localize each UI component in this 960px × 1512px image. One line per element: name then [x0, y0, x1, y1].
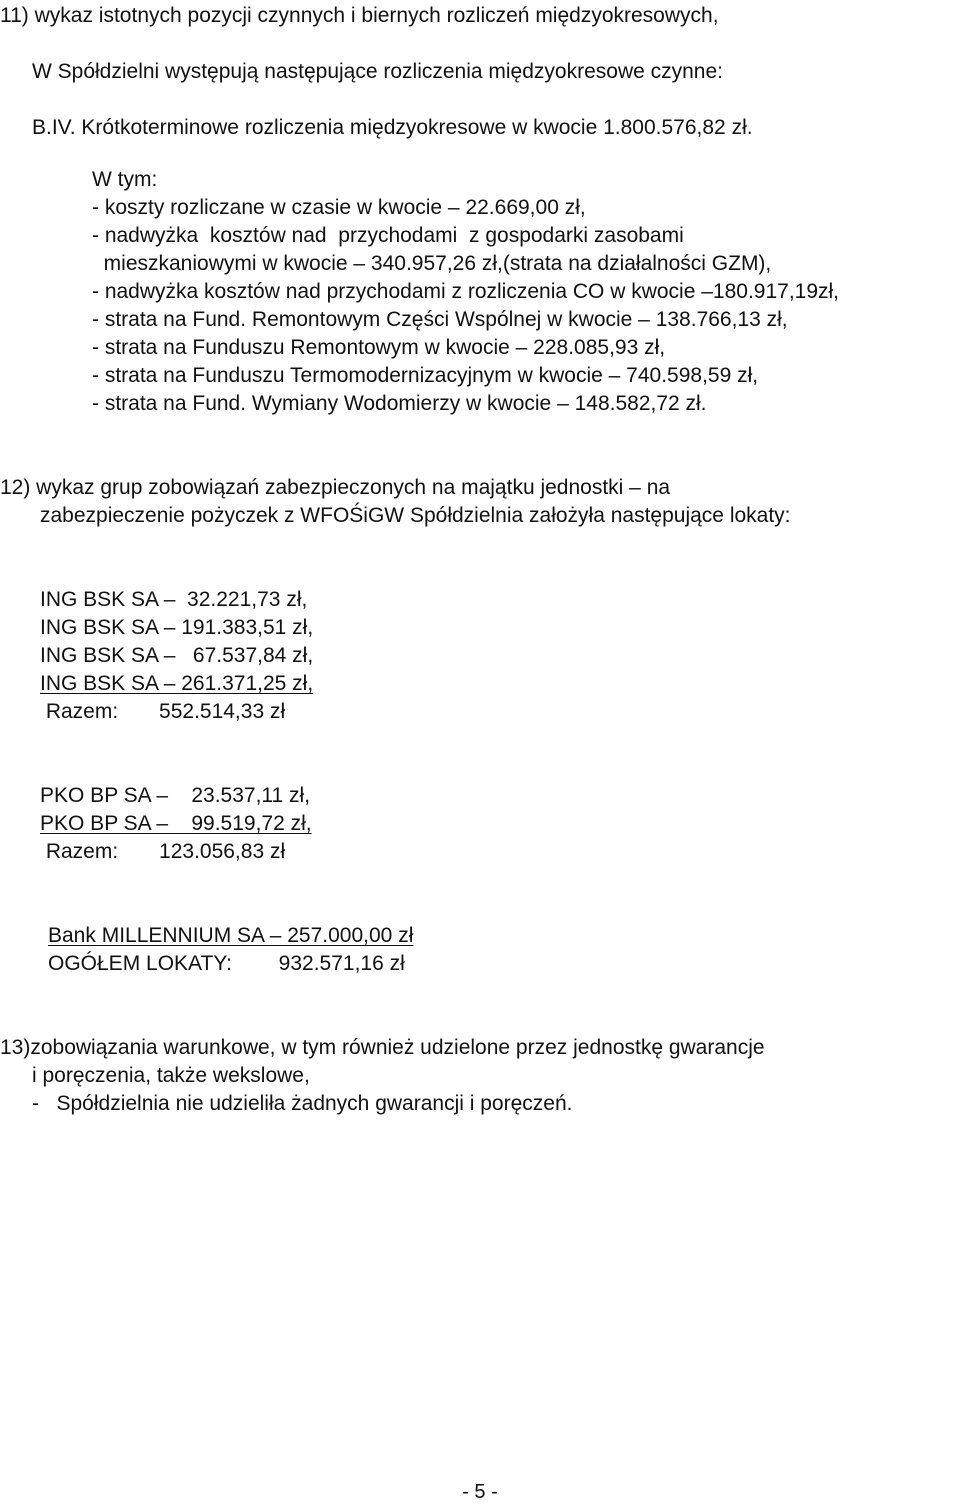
- deposit-line: ING BSK SA – 67.537,84 zł,: [40, 644, 314, 667]
- deposit-line: ING BSK SA – 261.371,25 zł,: [40, 672, 314, 695]
- deposit-line: ING BSK SA – 32.221,73 zł,: [40, 588, 308, 611]
- list-item: - nadwyżka kosztów nad przychodami z rozliczenia CO w kwocie –180.917,19zł,: [92, 280, 840, 303]
- pko-total: Razem: 123.056,83 zł: [40, 840, 286, 863]
- deposit-line: PKO BP SA – 99.519,72 zł,: [40, 812, 312, 835]
- list-item: - koszty rozliczane w czasie w kwocie – 22.669,00 zł,: [92, 196, 586, 219]
- list-item: - strata na Fund. Wymiany Wodomierzy w kwocie – 148.582,72 zł.: [92, 392, 707, 415]
- list-item: - strata na Funduszu Remontowym w kwocie – 228.085,93 zł,: [92, 336, 666, 359]
- list-item: mieszkaniowymi w kwocie – 340.957,26 zł,(strata na działalności GZM),: [92, 252, 772, 275]
- deposit-line: Bank MILLENNIUM SA – 257.000,00 zł: [48, 924, 414, 947]
- list-item: - nadwyżka kosztów nad przychodami z gospodarki zasobami: [92, 224, 684, 247]
- list-item: - strata na Fund. Remontowym Części Wspólnej w kwocie – 138.766,13 zł,: [92, 308, 788, 331]
- grand-total: OGÓŁEM LOKATY: 932.571,16 zł: [48, 952, 405, 975]
- section-12-heading: 12) wykaz grup zobowiązań zabezpieczonych na majątku jednostki – na: [0, 476, 671, 499]
- section-11-subheader: W tym:: [92, 168, 158, 191]
- list-item: - strata na Funduszu Termomodernizacyjnym w kwocie – 740.598,59 zł,: [92, 364, 759, 387]
- section-13-heading: 13)zobowiązania warunkowe, w tym również udzielone przez jednostkę gwarancje: [0, 1036, 765, 1059]
- page-number: - 5 -: [462, 1481, 498, 1503]
- section-11-item: B.IV. Krótkoterminowe rozliczenia międzyokresowe w kwocie 1.800.576,82 zł.: [32, 116, 753, 139]
- section-11-intro: W Spółdzielni występują następujące rozliczenia międzyokresowe czynne:: [32, 60, 724, 83]
- section-13-statement: - Spółdzielnia nie udzieliła żadnych gwarancji i poręczeń.: [32, 1092, 573, 1115]
- section-13-heading-cont: i poręczenia, także wekslowe,: [32, 1064, 310, 1087]
- ing-total: Razem: 552.514,33 zł: [40, 700, 286, 723]
- section-12-heading-cont: zabezpieczenie pożyczek z WFOŚiGW Spółdzielnia założyła następujące lokaty:: [40, 504, 791, 527]
- section-11-heading: 11) wykaz istotnych pozycji czynnych i biernych rozliczeń międzyokresowych,: [0, 4, 719, 27]
- deposit-line: PKO BP SA – 23.537,11 zł,: [40, 784, 311, 807]
- deposit-line: ING BSK SA – 191.383,51 zł,: [40, 616, 314, 639]
